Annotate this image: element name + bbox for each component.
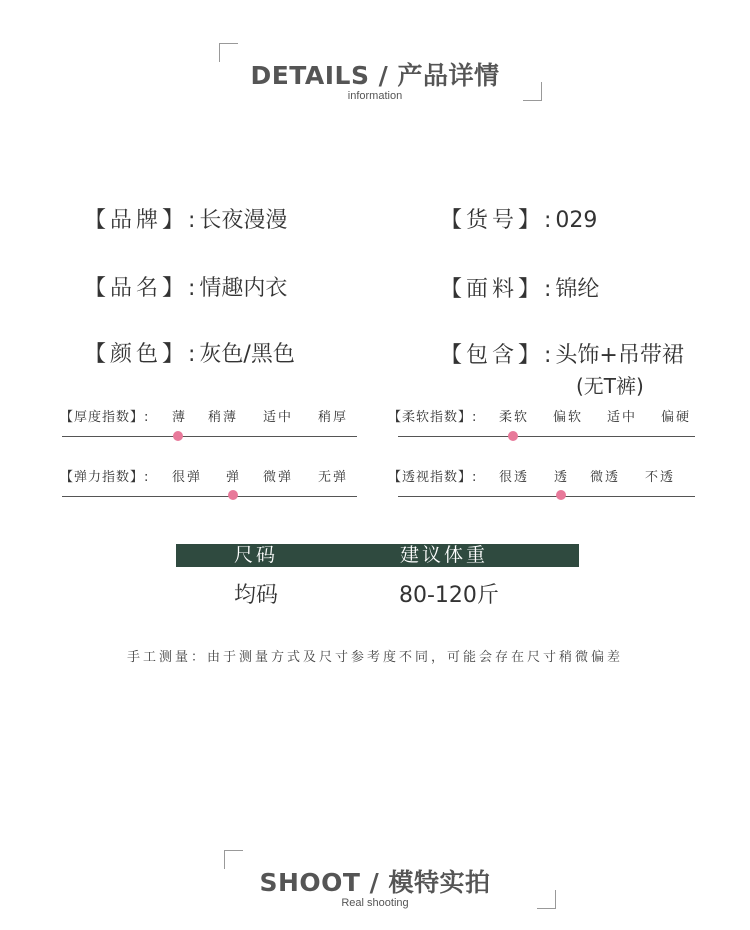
transparency-option: 微透 — [590, 470, 621, 485]
softness-option: 偏软 — [553, 410, 584, 425]
details-subtitle: information — [347, 90, 403, 102]
spec-fabric-key: 【面料】: — [440, 277, 556, 302]
spec-includes-value: 头饰+吊带裙 — [555, 343, 684, 368]
shoot-title: SHOOT / 模特实拍 — [259, 868, 491, 897]
thickness-scale-line — [62, 436, 357, 437]
transparency-scale-line — [398, 496, 695, 497]
thickness-option: 薄 — [172, 410, 188, 425]
elasticity-index-label: 【弹力指数】: — [60, 470, 150, 485]
spec-includes — [440, 338, 684, 369]
spec-brand — [84, 203, 287, 234]
spec-includes-key: 【包含】: — [440, 343, 556, 368]
spec-name-value: 情趣内衣 — [199, 276, 288, 301]
elasticity-scale-line — [62, 496, 357, 497]
spec-item-no-value: 029 — [555, 208, 598, 233]
spec-item-no-key: 【货号】: — [440, 208, 556, 233]
spec-fabric-value: 锦纶 — [555, 277, 600, 302]
transparency-option: 很透 — [499, 470, 530, 485]
softness-option: 适中 — [607, 410, 638, 425]
thickness-option: 稍厚 — [318, 410, 349, 425]
softness-index-label: 【柔软指数】: — [388, 410, 478, 425]
elasticity-option: 很弹 — [172, 470, 203, 485]
thickness-indicator-dot — [173, 431, 183, 441]
spec-brand-key: 【品牌】: — [84, 208, 200, 233]
details-title: DETAILS / 产品详情 — [250, 61, 500, 90]
softness-indicator-dot — [508, 431, 518, 441]
transparency-indicator-dot — [556, 490, 566, 500]
spec-fabric — [440, 272, 599, 303]
spec-item-no — [440, 203, 597, 234]
thickness-option: 稍薄 — [208, 410, 239, 425]
thickness-index-label: 【厚度指数】: — [60, 410, 150, 425]
transparency-index-label: 【透视指数】: — [388, 470, 478, 485]
thickness-option: 适中 — [263, 410, 294, 425]
transparency-option: 透 — [554, 470, 570, 485]
spec-color — [84, 337, 295, 368]
spec-name-key: 【品名】: — [84, 276, 200, 301]
elasticity-indicator-dot — [228, 490, 238, 500]
measurement-note: 手工测量：由于测量方式及尺寸参考度不同，可能会存在尺寸稍微偏差 — [126, 650, 623, 665]
softness-option: 偏硬 — [661, 410, 692, 425]
spec-color-key: 【颜色】: — [84, 342, 200, 367]
shoot-subtitle: Real shooting — [341, 897, 409, 909]
size-table-header — [176, 544, 579, 567]
spec-includes-value2: (无T裤) — [576, 374, 644, 398]
weight-header: 建议体重 — [400, 544, 489, 566]
transparency-option: 不透 — [645, 470, 676, 485]
spec-brand-value: 长夜漫漫 — [199, 208, 288, 233]
size-header: 尺码 — [234, 544, 279, 566]
spec-color-value: 灰色/黑色 — [199, 342, 295, 367]
softness-option: 柔软 — [499, 410, 530, 425]
softness-scale-line — [398, 436, 695, 437]
elasticity-option: 无弹 — [318, 470, 349, 485]
elasticity-option: 微弹 — [263, 470, 294, 485]
size-value: 均码 — [234, 583, 279, 608]
spec-name — [84, 271, 287, 302]
weight-value: 80-120斤 — [399, 583, 499, 608]
elasticity-option: 弹 — [226, 470, 242, 485]
